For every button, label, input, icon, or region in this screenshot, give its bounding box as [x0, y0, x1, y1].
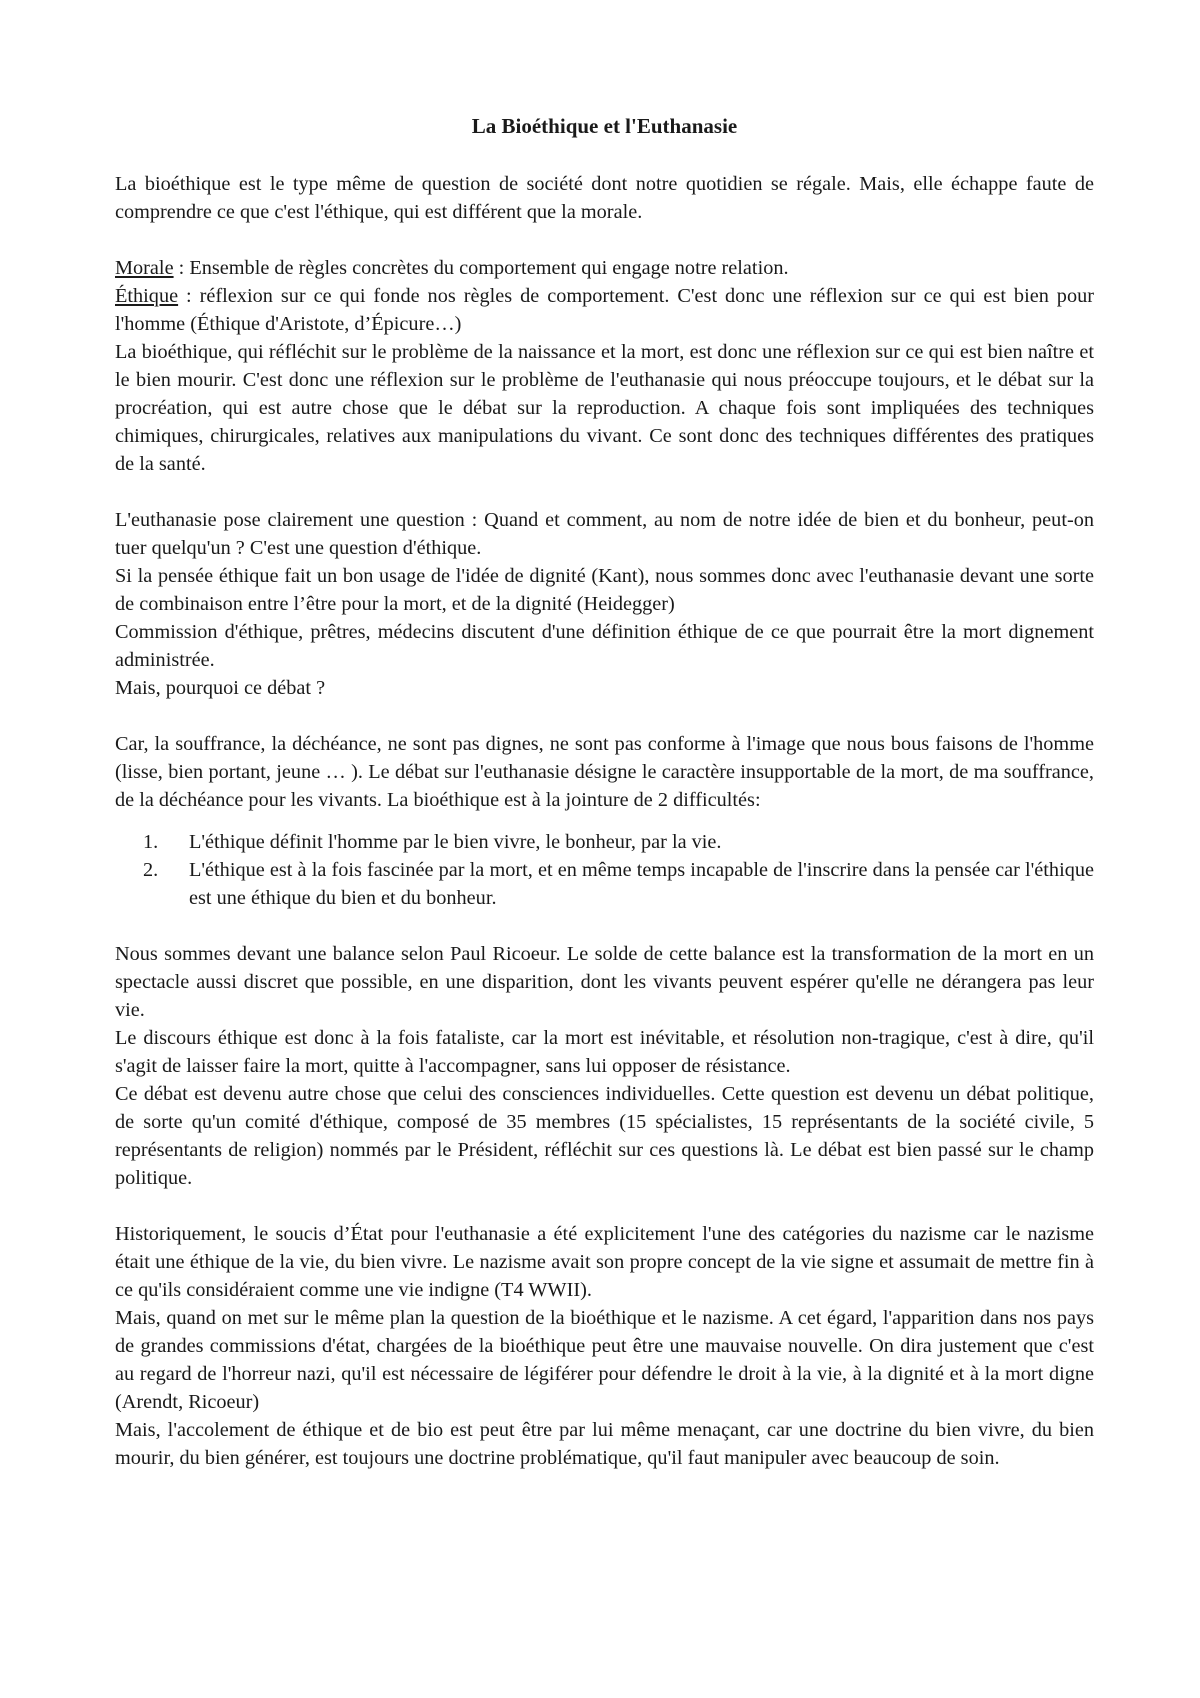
document-title: La Bioéthique et l'Euthanasie	[471, 114, 738, 138]
list-item-text: L'éthique est à la fois fascinée par la mort, et en même temps incapable de l'inscrire dans la pensée car l'éthique est une éthique du bien et du bonheur.	[189, 859, 1094, 909]
morale-text: : Ensemble de règles concrètes du comportement qui engage notre relation.	[173, 257, 789, 279]
blank-line	[115, 478, 1094, 506]
list-item-number: 2.	[143, 859, 159, 881]
paragraph: Historiquement, le soucis d’État pour l'euthanasie a été explicitement l'une des catégories du nazisme car le nazisme était une éthique de la vie, du bien vivre. Le nazisme avait son propre concept de la vie signe et assumait de mettre fin à ce qu'ils considéraient comme une vie indigne (T4 WWII).	[115, 1223, 1094, 1301]
ethique-text: : réflexion sur ce qui fonde nos règles de comportement. C'est donc une réflexion sur ce qui est bien pour l'homme (Éthique d'Aristote, d’Épicure…)	[115, 285, 1094, 335]
definition-morale	[115, 254, 1094, 282]
paragraph: Mais, l'accolement de éthique et de bio est peut être par lui même menaçant, car une doctrine du bien vivre, du bien mourir, du bien générer, est toujours une doctrine problématique, qu'il faut manipuler avec beaucoup de soin.	[115, 1419, 1094, 1469]
intro-paragraph: La bioéthique est le type même de question de société dont notre quotidien se régale. Mais, elle échappe faute de comprendre ce que c'est l'éthique, qui est différent que la morale.	[115, 173, 1094, 223]
paragraph: Le discours éthique est donc à la fois fataliste, car la mort est inévitable, et résolution non-tragique, c'est à dire, qu'il s'agit de laisser faire la mort, quitte à l'accompagner, sans lui opposer de résistance.	[115, 1027, 1094, 1077]
ethique-term: Éthique	[115, 285, 179, 307]
blank-line	[115, 702, 1094, 730]
blank-line	[115, 1192, 1094, 1220]
definition-ethique	[115, 282, 1094, 338]
blank-line	[115, 226, 1094, 254]
paragraph: Si la pensée éthique fait un bon usage de l'idée de dignité (Kant), nous sommes donc avec l'euthanasie devant une sorte de combinaison entre l’être pour la mort, et de la dignité (Heidegger)	[115, 565, 1094, 615]
paragraph: La bioéthique, qui réfléchit sur le problème de la naissance et la mort, est donc une réflexion sur ce qui est bien naître et le bien mourir. C'est donc une réflexion sur le problème de l'euthanasie qui nous préoccupe toujours, et le débat sur la procréation, qui est autre chose que le débat sur la reproduction. A chaque fois sont impliquées des techniques chimiques, chirurgicales, relatives aux manipulations du vivant. Ce sont donc des techniques différentes des pratiques de la santé.	[115, 341, 1094, 475]
list-item-text: L'éthique définit l'homme par le bien vivre, le bonheur, par la vie.	[189, 831, 722, 853]
paragraph: Car, la souffrance, la déchéance, ne sont pas dignes, ne sont pas conforme à l'image que nous bous faisons de l'homme (lisse, bien portant, jeune … ). Le débat sur l'euthanasie désigne le caractère insupportable de la mort, de ma souffrance, de la déchéance pour les vivants. La bioéthique est à la jointure de 2 difficultés:	[115, 733, 1094, 811]
paragraph: Commission d'éthique, prêtres, médecins discutent d'une définition éthique de ce que pourrait être la mort dignement administrée.	[115, 621, 1094, 671]
paragraph: Nous sommes devant une balance selon Paul Ricoeur. Le solde de cette balance est la transformation de la mort en un spectacle aussi discret que possible, en une disparition, dont les vivants peuvent espérer qu'elle ne dérangera pas leur vie.	[115, 943, 1094, 1021]
paragraph: Ce débat est devenu autre chose que celui des consciences individuelles. Cette question est devenu un débat politique, de sorte qu'un comité d'éthique, composé de 35 membres (15 spécialistes, 15 représentants de la société civile, 5 représentants de religion) nommés par le Président, réfléchit sur ces questions là. Le débat est bien passé sur le champ politique.	[115, 1083, 1094, 1189]
list-item	[115, 856, 1094, 912]
morale-term: Morale	[115, 257, 174, 279]
list-item	[115, 828, 1094, 856]
list-spacer	[115, 814, 1094, 828]
list-item-number: 1.	[143, 831, 159, 853]
numbered-list	[115, 828, 1094, 912]
paragraph: Mais, quand on met sur le même plan la question de la bioéthique et le nazisme. A cet égard, l'apparition dans nos pays de grandes commissions d'état, chargées de la bioéthique peut être une mauvaise nouvelle. On dira justement que c'est au regard de l'horreur nazi, qu'il est nécessaire de légiférer pour défendre le droit à la vie, à la dignité et à la mort digne (Arendt, Ricoeur)	[115, 1307, 1094, 1413]
paragraph: L'euthanasie pose clairement une question : Quand et comment, au nom de notre idée de bien et du bonheur, peut-on tuer quelqu'un ? C'est une question d'éthique.	[115, 509, 1094, 559]
blank-line	[115, 912, 1094, 940]
paragraph: Mais, pourquoi ce débat ?	[115, 677, 326, 699]
